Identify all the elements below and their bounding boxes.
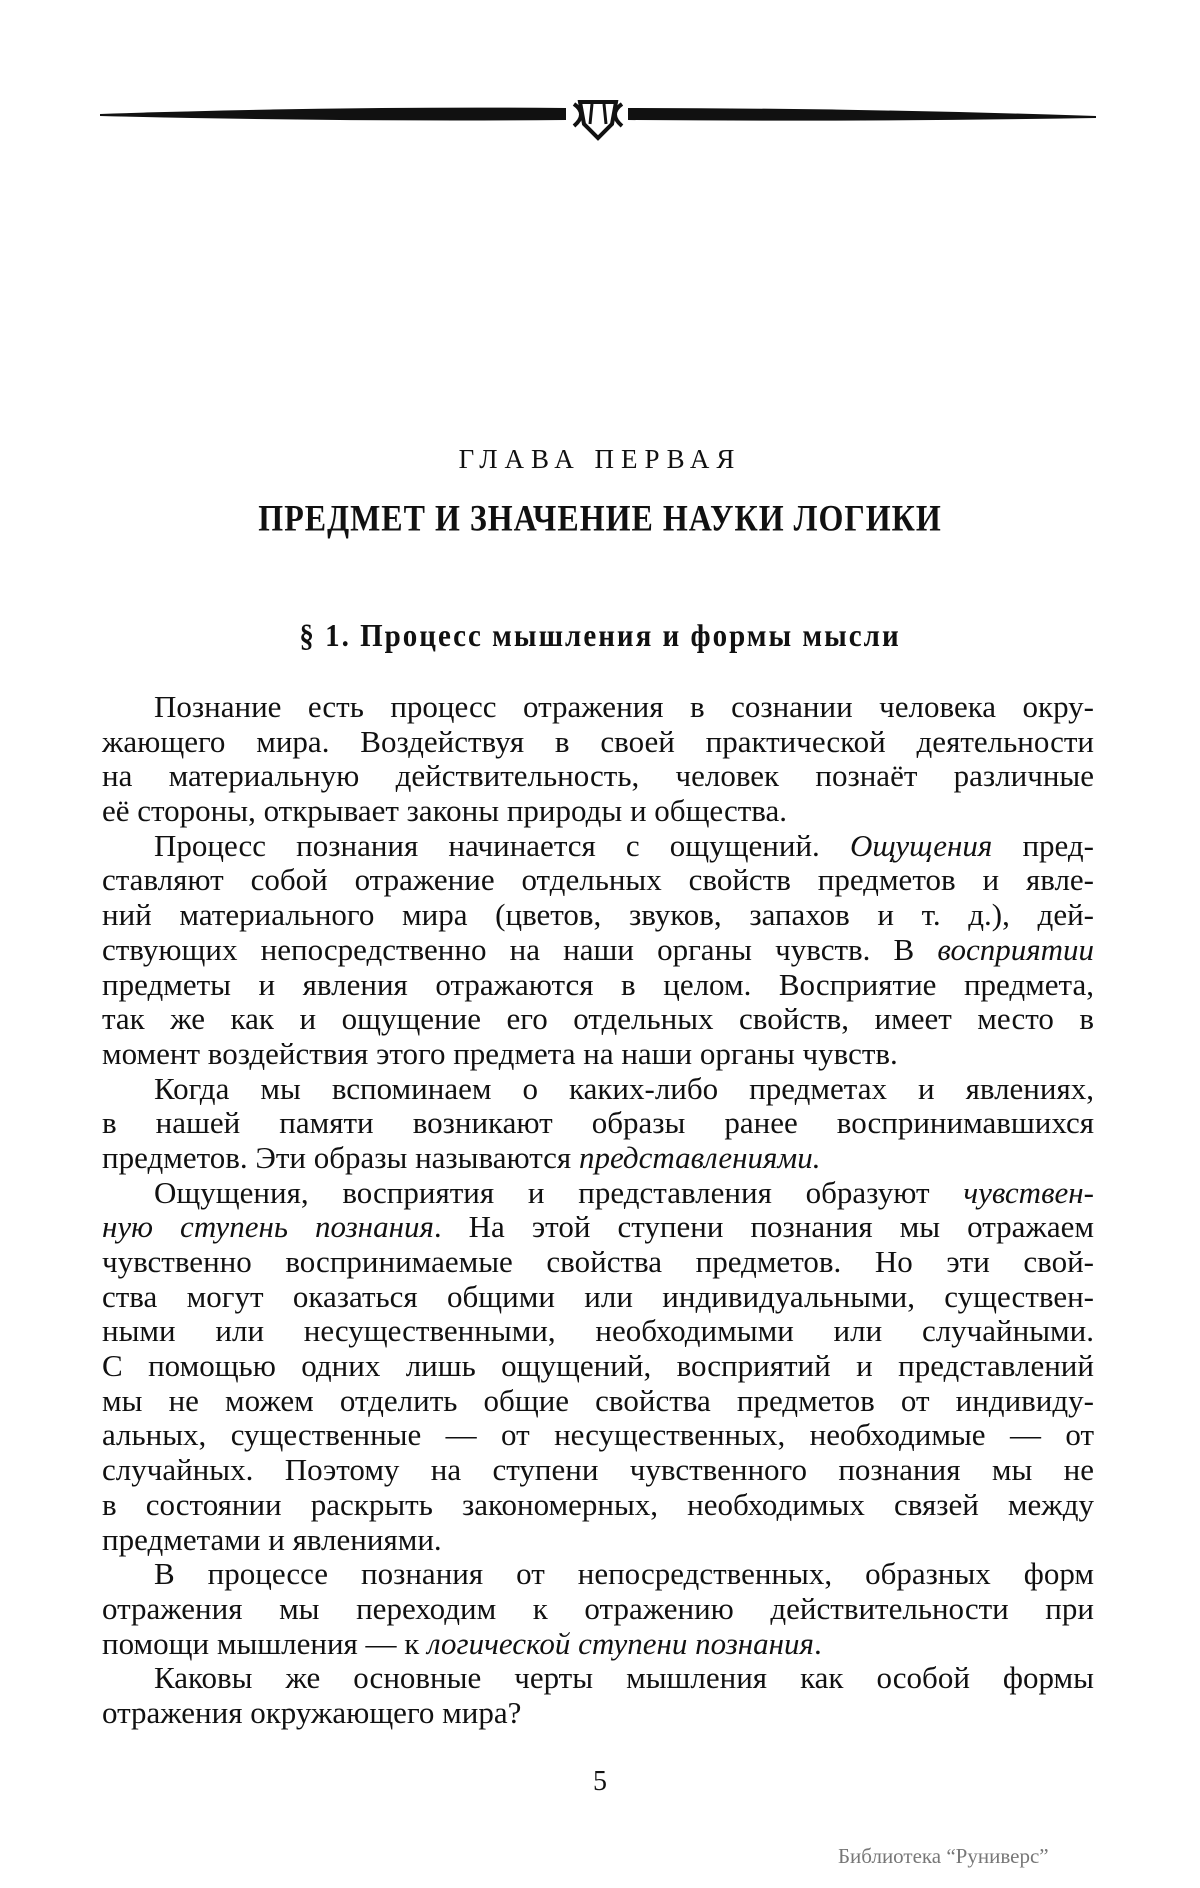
text-span: альных, существенные — от несущественных, необходимые — от <box>102 1417 1094 1453</box>
text-span: момент воздействия этого предмета на наши органы чувств. <box>102 1035 898 1071</box>
text-line <box>102 1627 1094 1662</box>
text-line <box>102 1523 1094 1558</box>
text-span: так же как и ощущение его отдельных свойств, имеет место в <box>102 1001 1094 1037</box>
paragraph <box>102 829 1094 1072</box>
text-span: в нашей памяти возникают образы ранее воспринимавшихся <box>102 1105 1094 1141</box>
text-line <box>102 690 1094 725</box>
text-span: С помощью одних лишь ощущений, восприятий и представлений <box>102 1348 1094 1384</box>
text-span: её стороны, открывает законы природы и общества. <box>102 793 788 829</box>
text-line <box>102 863 1094 898</box>
paragraph <box>102 1557 1094 1661</box>
text-line <box>102 1245 1094 1280</box>
text-line <box>102 1557 1094 1592</box>
text-line <box>102 794 1094 829</box>
text-line <box>102 1418 1094 1453</box>
text-line <box>102 1037 1094 1072</box>
text-span: мы не можем отделить общие свойства предметов от индивиду- <box>102 1382 1094 1418</box>
chapter-ornament-icon <box>96 88 1100 144</box>
text-line <box>102 968 1094 1003</box>
text-line <box>102 1176 1094 1211</box>
text-span: Познание есть процесс отражения в сознании человека окру- <box>154 689 1094 724</box>
text-span: жающего мира. Воздействуя в своей практической деятельности <box>102 723 1094 759</box>
text-span: . <box>813 1625 822 1661</box>
paragraph <box>102 1072 1094 1176</box>
text-line <box>102 759 1094 794</box>
text-line <box>102 1210 1094 1245</box>
text-line <box>102 1661 1094 1696</box>
text-span: помощи мышления — к <box>102 1625 428 1661</box>
text-line <box>102 1072 1094 1107</box>
text-span: в состоянии раскрыть закономерных, необходимых связей между <box>102 1486 1094 1522</box>
text-span: ний материального мира (цветов, звуков, запахов и т. д.), дей- <box>102 897 1094 933</box>
text-span: предметов. Эти образы называются <box>102 1139 579 1175</box>
section-title: § 1. Процесс мышления и формы мысли <box>299 618 901 654</box>
text-span: предметы и явления отражаются в целом. Восприятие предмета, <box>102 966 1094 1002</box>
paragraph <box>102 1176 1094 1558</box>
text-span: предметами и явлениями. <box>102 1521 442 1557</box>
text-line <box>102 1141 1094 1176</box>
text-line <box>102 1106 1094 1141</box>
text-line <box>102 1280 1094 1315</box>
text-span: отражения мы переходим к отражению действительности при <box>102 1590 1094 1626</box>
text-line <box>102 1592 1094 1627</box>
library-watermark: Библиотека “Руниверс” <box>838 1844 1049 1868</box>
text-line <box>102 1696 1094 1731</box>
text-line <box>102 1002 1094 1037</box>
text-line <box>102 1384 1094 1419</box>
text-span: Ощущения, восприятия и представления образуют <box>154 1174 964 1210</box>
text-line <box>102 1453 1094 1488</box>
text-span: Когда мы вспоминаем о каких-либо предметах и явлениях, <box>154 1070 1094 1106</box>
text-span: Каковы же основные черты мышления как особой формы <box>154 1660 1094 1696</box>
text-line <box>102 829 1094 864</box>
text-span: чувственно воспринимаемые свойства предметов. Но эти свой- <box>102 1244 1094 1279</box>
italic-term: представлениями. <box>578 1139 821 1175</box>
text-span: В процессе познания от непосредственных, образных форм <box>154 1556 1094 1592</box>
text-span: случайных. Поэтому на ступени чувственного познания мы не <box>102 1452 1094 1488</box>
text-line <box>102 725 1094 760</box>
text-span: ствующих непосредственно на наши органы чувств. В <box>102 931 938 967</box>
text-line <box>102 1488 1094 1523</box>
text-span: отражения окружающего мира? <box>102 1694 522 1730</box>
italic-term: чувствен- <box>963 1174 1094 1210</box>
text-line <box>102 1314 1094 1349</box>
text-span: . На этой ступени познания мы отражаем <box>433 1209 1094 1245</box>
text-line <box>102 1349 1094 1384</box>
text-span: пред- <box>992 827 1094 863</box>
italic-term: логической ступени познания <box>427 1625 814 1661</box>
text-line <box>102 898 1094 933</box>
text-span: Процесс познания начинается с ощущений. <box>154 827 850 863</box>
chapter-label: ГЛАВА ПЕРВАЯ <box>458 444 742 474</box>
page-number: 5 <box>593 1766 607 1797</box>
body-text <box>102 690 1094 1731</box>
text-line <box>102 933 1094 968</box>
text-span: ства могут оказаться общими или индивидуальными, существен- <box>102 1278 1094 1314</box>
paragraph <box>102 1661 1094 1730</box>
paragraph <box>102 690 1094 829</box>
text-span: ными или несущественными, необходимыми или случайными. <box>102 1313 1094 1349</box>
text-span: на материальную действительность, человек познаёт различные <box>102 758 1094 794</box>
italic-term: Ощущения <box>849 827 993 863</box>
italic-term: ную ступень познания <box>102 1209 434 1245</box>
text-span: ставляют собой отражение отдельных свойств предметов и явле- <box>102 862 1094 898</box>
chapter-title: ПРЕДМЕТ И ЗНАЧЕНИЕ НАУКИ ЛОГИКИ <box>258 497 942 539</box>
italic-term: восприятии <box>937 931 1094 967</box>
